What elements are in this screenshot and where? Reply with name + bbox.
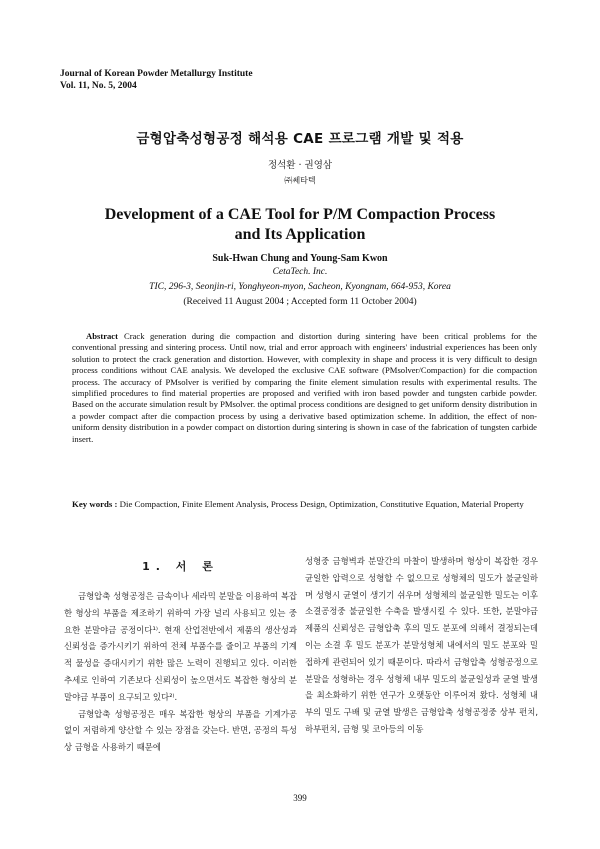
journal-header: [60, 68, 253, 92]
korean-affiliation: ㈜쎄타텍: [284, 176, 316, 185]
abstract-text: Crack generation during die compaction and distortion during sintering have been critical problems for the conventional pressing and sintering process. Until now, trial and error approach with engineers' industrial experiences has been only solution to protect the crack generation and distortion. However, with complexity in shape and process it is very difficult to design process conditions without CAE analysis. We developed the exclusive CAE software (PMsolver/Compaction) for die compaction process. The accuracy of PMsolver is verified by comparing the finite element simulation results with experimental results. The simplified procedures to find material properties are proposed and verified with iron based powder and tungsten carbide powder. Based on the accurate simulation result by PMsolver. the optimal process conditions are designed to get uniform density distribution in a powder compact after die compaction process by using a derivative based optimization scheme. In addition, the effect of non-uniform density distribution in a powder compact on distortion during sintering is shown in case of the fabrication of tungsten carbide insert.: [72, 331, 537, 444]
body-column-left: [64, 560, 297, 756]
keywords-label: Key words :: [72, 499, 118, 509]
journal-name: Journal of Korean Powder Metallurgy Institute: [60, 69, 253, 79]
korean-authors: 정석환 · 권영삼: [267, 160, 333, 171]
keywords: [72, 498, 537, 511]
abstract: [72, 331, 537, 445]
english-affiliation: CetaTech. Inc.: [272, 267, 328, 277]
page-number: 399: [293, 793, 307, 803]
intro-paragraph-2: 금형압축 성형공정은 매우 복잡한 형상의 부품을 기계가공 없이 저렴하게 양산할 수 있는 장점을 갖는다. 반면, 공정의 특성상 금형을 사용하기 때문에: [64, 708, 297, 753]
journal-volume: Vol. 11, No. 5, 2004: [60, 81, 137, 91]
body-column-right: [305, 553, 538, 738]
korean-title: 금형압축성형공정 해석용 CAE 프로그램 개발 및 적용: [136, 131, 464, 147]
intro-paragraph-continued: 성형중 금형벽과 분말간의 마찰이 발생하며 형상이 복잡한 경우 균일한 압력으로 성형할 수 없으므로 성형체의 밀도가 불균일하며 성형시 균열이 생기기 쉬우며 성형체의 불균일한 밀도는 이후 소결공정중 불균일한 수축을 발생시킬 수 있다. 또한, 분말야금 제품의 신뢰성은 금형압축 후의 밀도 분포에 의해서 결정되는데 이는 소결 후 밀도 분포가 분말성형체 내에서의 밀도 분포와 밀접하게 관련되어 있기 때문이다. 따라서 금형압축 성형공정으로 분말을 성형하는 경우 성형체 내부 밀도의 불균일성과 균열 발생을 최소화하기 위한 연구가 오랫동안 이루어져 왔다. 성형체 내부의 밀도 구배 및 균열 발생은 금형압축 성형공정중 상부 펀치, 하부펀치, 금형 및 코아등의 이동: [305, 556, 538, 734]
intro-paragraph-1: 금형압축 성형공정은 금속이나 세라믹 분말을 이용하여 복잡한 형상의 부품을 제조하기 위하여 가장 널리 사용되고 있는 중요한 분말야금 공정이다¹⁾. 현재 산업전반에서 제품의 생산성과 신뢰성을 증가시키기 위하여 전체 부품수를 줄이고 부품의 기계적 물성을 증대시키기 위한 많은 노력이 진행되고 있다. 이러한 추세로 인하여 기존보다 신뢰성이 높으면서도 복잡한 형상의 분말야금 부품이 요구되고 있다²⁾.: [64, 591, 297, 702]
english-authors: Suk-Hwan Chung and Young-Sam Kwon: [212, 253, 388, 264]
english-title: [0, 205, 600, 245]
section-heading: 1. 서 론: [142, 560, 219, 573]
english-title-line1: Development of a CAE Tool for P/M Compaction Process: [104, 206, 496, 223]
english-address: TIC, 296-3, Seonjin-ri, Yonghyeon-myon, Sacheon, Kyongnam, 664-953, Korea: [149, 282, 451, 292]
received-dates: (Received 11 August 2004 ; Accepted form 11 October 2004): [183, 297, 417, 307]
abstract-label: Abstract: [86, 331, 118, 341]
english-title-line2: and Its Application: [234, 226, 366, 243]
keywords-text: Die Compaction, Finite Element Analysis, Process Design, Optimization, Constitutive Equation, Material Property: [119, 499, 524, 509]
